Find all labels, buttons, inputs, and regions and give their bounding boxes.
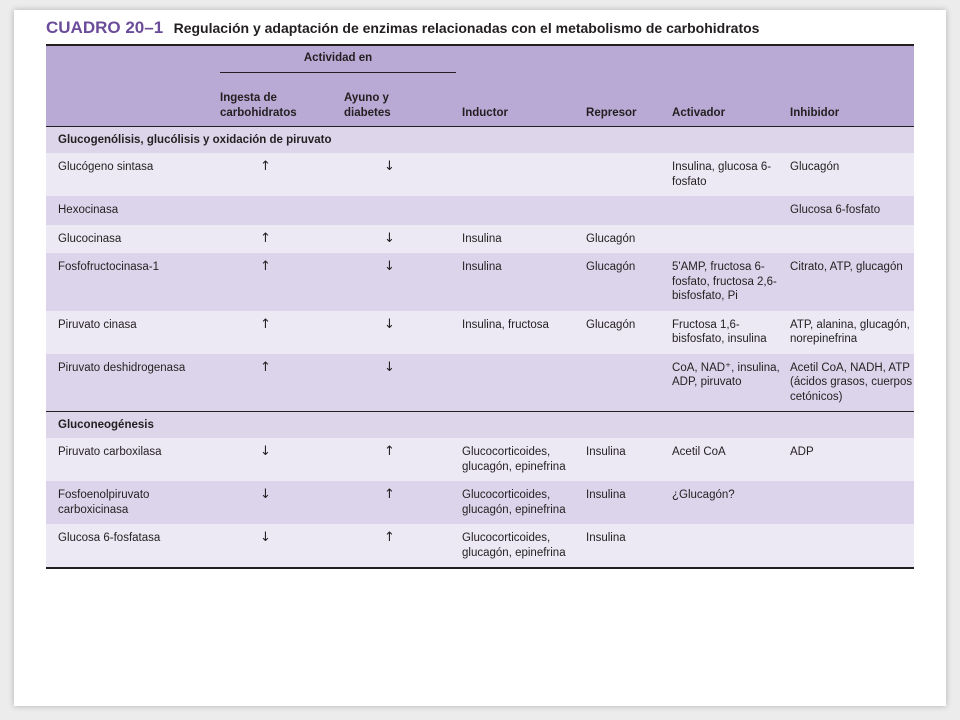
cell-ayuno: ↓ bbox=[344, 225, 456, 254]
cell-enzyme: Fosfoenolpiruvato carboxicinasa bbox=[46, 481, 220, 524]
cell-activador: ¿Glucagón? bbox=[672, 481, 790, 524]
cell-ingesta: ↓ bbox=[220, 438, 344, 481]
cell-represor bbox=[586, 153, 672, 196]
section-title: Gluconeogénesis bbox=[46, 412, 914, 439]
enzyme-table-wrapper bbox=[46, 44, 914, 569]
cell-activador bbox=[672, 196, 790, 225]
cell-inhibidor: ATP, alanina, glucagón, norepinefrina bbox=[790, 311, 914, 354]
cell-ingesta: ↑ bbox=[220, 311, 344, 354]
cell-ingesta: ↑ bbox=[220, 225, 344, 254]
cell-enzyme: Piruvato cinasa bbox=[46, 311, 220, 354]
cell-ayuno: ↓ bbox=[344, 153, 456, 196]
table-row bbox=[46, 253, 914, 311]
cell-inhibidor bbox=[790, 225, 914, 254]
header-inductor: Inductor bbox=[456, 76, 586, 127]
cell-enzyme: Piruvato carboxilasa bbox=[46, 438, 220, 481]
cell-activador: Fructosa 1,6-bisfosfato, insulina bbox=[672, 311, 790, 354]
cell-activador bbox=[672, 524, 790, 567]
table-caption bbox=[46, 18, 759, 38]
cell-inhibidor: Glucosa 6-fosfato bbox=[790, 196, 914, 225]
cell-inhibidor bbox=[790, 481, 914, 524]
header-ingesta: Ingesta de carbohidratos bbox=[220, 76, 344, 127]
cell-inductor bbox=[456, 153, 586, 196]
header-ayuno: Ayuno y diabetes bbox=[344, 76, 456, 127]
header-group-underline bbox=[220, 72, 456, 73]
table-row bbox=[46, 225, 914, 254]
header-activador: Activador bbox=[672, 76, 790, 127]
cell-ayuno: ↓ bbox=[344, 354, 456, 412]
cell-ayuno: ↑ bbox=[344, 481, 456, 524]
cell-ingesta: ↑ bbox=[220, 354, 344, 412]
cell-inhibidor: Citrato, ATP, glucagón bbox=[790, 253, 914, 311]
table-row bbox=[46, 524, 914, 567]
header-spacer bbox=[46, 46, 220, 76]
cell-represor: Insulina bbox=[586, 438, 672, 481]
cell-inductor bbox=[456, 196, 586, 225]
cell-represor: Insulina bbox=[586, 524, 672, 567]
cell-enzyme: Glucógeno sintasa bbox=[46, 153, 220, 196]
cell-ayuno: ↓ bbox=[344, 311, 456, 354]
cell-enzyme: Fosfofructocinasa-1 bbox=[46, 253, 220, 311]
cell-inductor: Insulina, fructosa bbox=[456, 311, 586, 354]
enzyme-regulation-table bbox=[46, 46, 914, 567]
cell-activador: Acetil CoA bbox=[672, 438, 790, 481]
table-body bbox=[46, 127, 914, 568]
cell-represor: Glucagón bbox=[586, 311, 672, 354]
cell-represor bbox=[586, 354, 672, 412]
table-row bbox=[46, 481, 914, 524]
cell-inductor: Glucocorticoides, glucagón, epinefrina bbox=[456, 438, 586, 481]
table-row bbox=[46, 354, 914, 412]
table-title: Regulación y adaptación de enzimas relacionadas con el metabolismo de carbohidratos bbox=[173, 20, 760, 36]
cell-inductor: Glucocorticoides, glucagón, epinefrina bbox=[456, 524, 586, 567]
cell-inductor: Insulina bbox=[456, 225, 586, 254]
cell-ingesta: ↓ bbox=[220, 481, 344, 524]
cell-activador: 5'AMP, fructosa 6-fosfato, fructosa 2,6-bisfosfato, Pi bbox=[672, 253, 790, 311]
cell-represor: Glucagón bbox=[586, 253, 672, 311]
cell-activador: Insulina, glucosa 6-fosfato bbox=[672, 153, 790, 196]
table-row bbox=[46, 196, 914, 225]
cell-activador bbox=[672, 225, 790, 254]
cell-inhibidor: Glucagón bbox=[790, 153, 914, 196]
header-inhibidor: Inhibidor bbox=[790, 76, 914, 127]
slide-card bbox=[14, 10, 946, 706]
cell-enzyme: Glucosa 6-fosfatasa bbox=[46, 524, 220, 567]
table-row bbox=[46, 438, 914, 481]
header-represor: Represor bbox=[586, 76, 672, 127]
cell-ayuno bbox=[344, 196, 456, 225]
section-title: Glucogenólisis, glucólisis y oxidación de piruvato bbox=[46, 127, 914, 154]
header-group-cell bbox=[220, 46, 456, 76]
header-actividad-en: Actividad en bbox=[303, 51, 373, 64]
cell-inductor bbox=[456, 354, 586, 412]
cell-ingesta: ↑ bbox=[220, 253, 344, 311]
cell-inductor: Glucocorticoides, glucagón, epinefrina bbox=[456, 481, 586, 524]
table-number: CUADRO 20–1 bbox=[46, 18, 164, 37]
section-row bbox=[46, 412, 914, 439]
cell-ayuno: ↑ bbox=[344, 524, 456, 567]
cell-represor: Insulina bbox=[586, 481, 672, 524]
cell-ingesta: ↓ bbox=[220, 524, 344, 567]
cell-enzyme: Glucocinasa bbox=[46, 225, 220, 254]
cell-ayuno: ↑ bbox=[344, 438, 456, 481]
cell-ingesta: ↑ bbox=[220, 153, 344, 196]
table-row bbox=[46, 311, 914, 354]
cell-inhibidor bbox=[790, 524, 914, 567]
cell-inhibidor: Acetil CoA, NADH, ATP (ácidos grasos, cuerpos cetónicos) bbox=[790, 354, 914, 412]
cell-represor bbox=[586, 196, 672, 225]
header-enzyme bbox=[46, 76, 220, 127]
cell-inductor: Insulina bbox=[456, 253, 586, 311]
table-header bbox=[46, 46, 914, 127]
cell-enzyme: Piruvato deshidrogenasa bbox=[46, 354, 220, 412]
table-row bbox=[46, 153, 914, 196]
header-spacer-right bbox=[456, 46, 914, 76]
cell-ingesta bbox=[220, 196, 344, 225]
cell-enzyme: Hexocinasa bbox=[46, 196, 220, 225]
cell-inhibidor: ADP bbox=[790, 438, 914, 481]
cell-activador: CoA, NAD⁺, insulina, ADP, piruvato bbox=[672, 354, 790, 412]
cell-ayuno: ↓ bbox=[344, 253, 456, 311]
cell-represor: Glucagón bbox=[586, 225, 672, 254]
section-row bbox=[46, 127, 914, 154]
